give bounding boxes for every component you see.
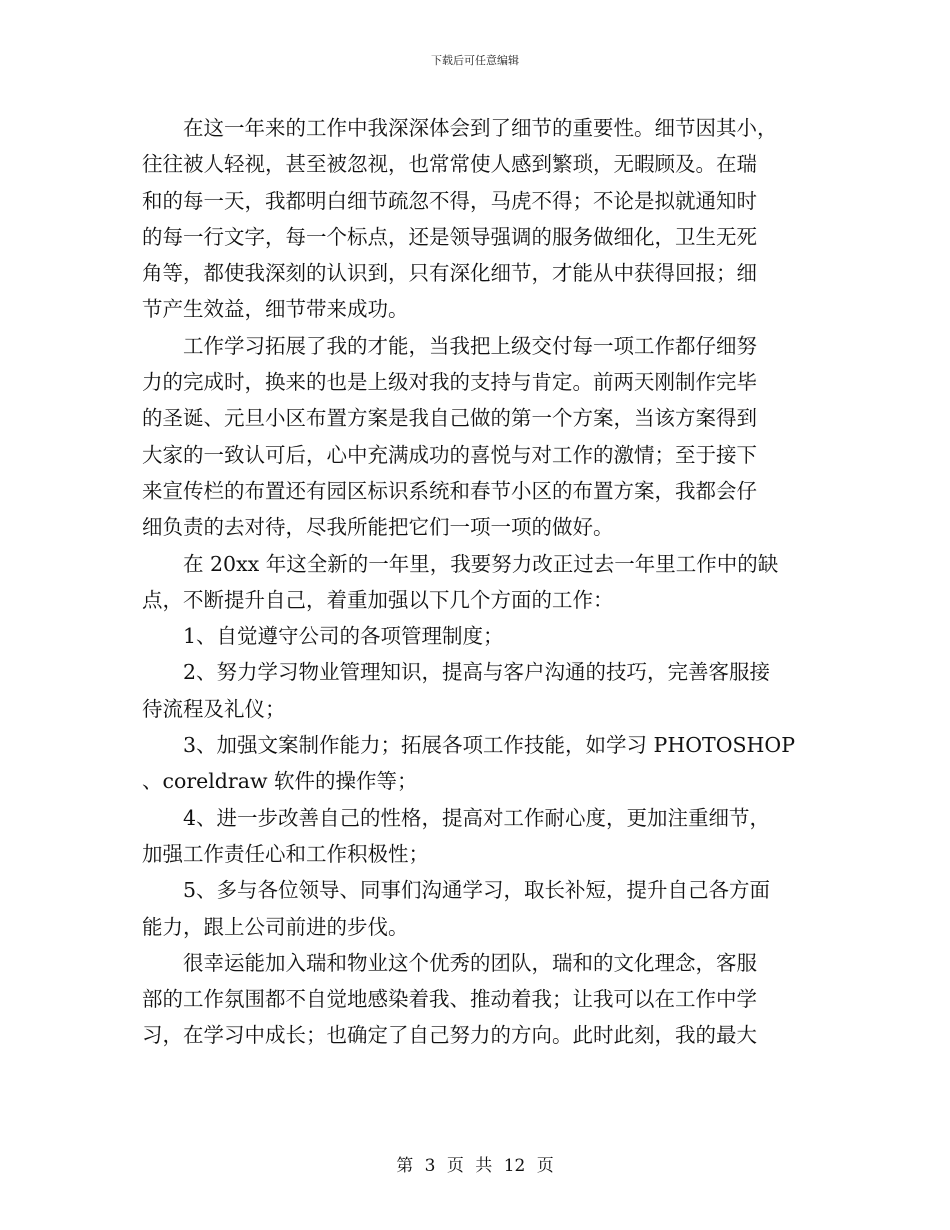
text-line: 工作学习拓展了我的才能，当我把上级交付每一项工作都仔细努 [183,333,757,358]
text-line: 部的工作氛围都不自觉地感染着我、推动着我；让我可以在工作中学 [142,987,757,1012]
list-item-1 [142,618,812,654]
text-line: 力的完成时，换来的也是上级对我的支持与肯定。前两天刚制作完毕 [142,370,757,395]
page-header: 下载后可任意编辑 [431,54,519,67]
text-line: 角等，都使我深刻的认识到，只有深化细节，才能从中获得回报；细 [142,261,757,286]
list-item-3 [142,727,812,800]
list-item-5 [142,872,812,945]
paragraph-abilities [142,328,812,546]
text-line: 在这一年来的工作中我深深体会到了细节的重要性。细节因其小， [183,116,778,140]
text-line: 点，不断提升自己，着重加强以下几个方面的工作： [142,587,614,612]
text-line: 、coreldraw 软件的操作等； [142,769,418,794]
page-number-footer: 第 3 页 共 12 页 [396,1156,554,1176]
text-line: 待流程及礼仪； [142,696,286,721]
text-line: 细负责的去对待，尽我所能把它们一项一项的做好。 [142,515,614,540]
text-line: 节产生效益，细节带来成功。 [142,297,409,322]
document-body [142,110,812,1054]
text-line: 5、多与各位领导、同事们沟通学习，取长补短，提升自己各方面 [183,878,771,903]
list-item-4 [142,800,812,873]
text-line: 习，在学习中成长；也确定了自己努力的方向。此时此刻，我的最大 [142,1023,757,1048]
text-line: 的圣诞、元旦小区布置方案是我自己做的第一个方案，当该方案得到 [142,406,757,431]
text-line: 来宣传栏的布置还有园区标识系统和春节小区的布置方案，我都会仔 [142,478,757,503]
text-line: 加强工作责任心和工作积极性； [142,841,429,866]
paragraph-details [142,110,812,328]
text-line: 3、加强文案制作能力；拓展各项工作技能，如学习 PHOTOSHOP [183,733,796,758]
text-line: 的每一行文字，每一个标点，还是领导强调的服务做细化，卫生无死 [142,224,757,249]
text-line: 4、进一步改善自己的性格，提高对工作耐心度，更加注重细节， [183,805,771,830]
list-item-2 [142,654,812,727]
text-line: 2、努力学习物业管理知识，提高与客户沟通的技巧，完善客服接 [183,660,771,685]
text-line: 能力，跟上公司前进的步伐。 [142,914,409,939]
text-line: 和的每一天，我都明白细节疏忽不得，马虎不得；不论是拟就通知时 [142,188,757,213]
text-line: 往往被人轻视，甚至被忽视，也常常使人感到繁琐，无暇顾及。在瑞 [142,152,757,177]
text-line: 在 20xx 年这全新的一年里，我要努力改正过去一年里工作中的缺 [183,551,779,576]
paragraph-team [142,945,812,1054]
text-line: 很幸运能加入瑞和物业这个优秀的团队，瑞和的文化理念，客服 [183,950,757,975]
text-line: 1、自觉遵守公司的各项管理制度； [183,624,504,649]
paragraph-new-year [142,546,812,619]
text-line: 大家的一致认可后，心中充满成功的喜悦与对工作的激情；至于接下 [142,442,757,467]
